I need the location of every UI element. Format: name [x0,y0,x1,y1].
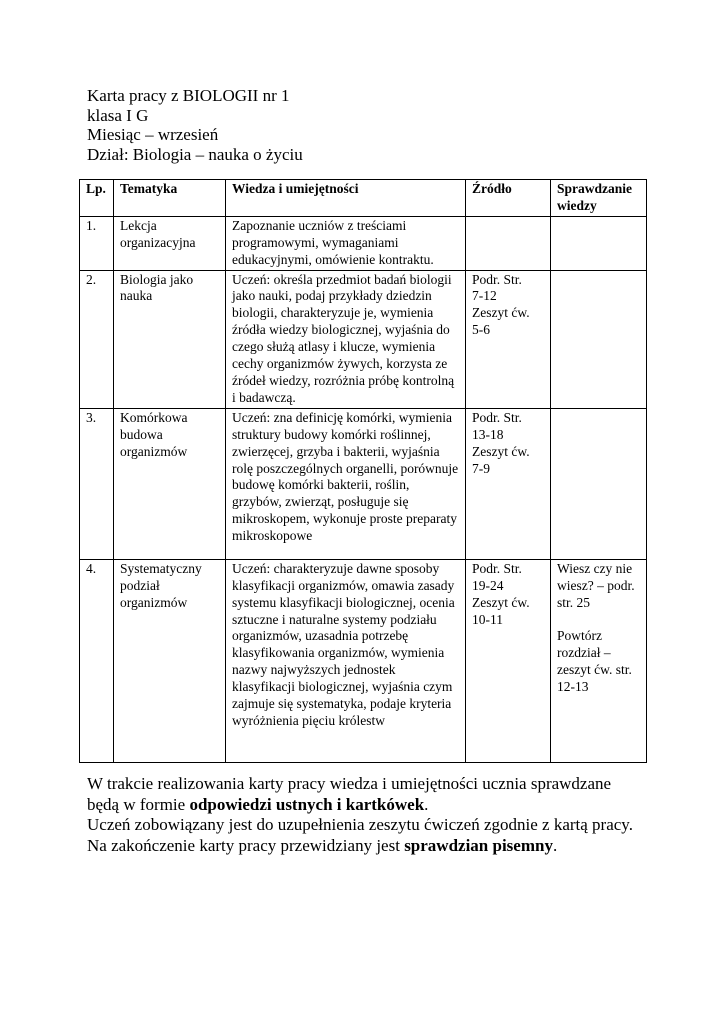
cell-sprawdzanie [551,216,647,270]
cell-lp: 4. [80,559,114,762]
table-row [80,270,647,408]
table-header-row [80,180,647,217]
final-test: sprawdzian pisemny [404,835,553,855]
assessment-text: W trakcie realizowania karty pracy wiedza i umiejętności ucznia sprawdzane będą w formie [87,774,612,814]
cell-lp: 1. [80,216,114,270]
cell-tematyka: Systematyczny podział organizmów [114,559,226,762]
assessment-paragraph [87,774,647,815]
cell-lp: 3. [80,408,114,559]
cell-wiedza: Uczeń: określa przedmiot badań biologii jako nauki, podaj przykłady dziedzin biologii, charakteryzuje je, wymienia źródła wiedzy biologicznej, wyjaśnia do czego służą atlasy i klucze, wymienia cechy organizmów żywych, korzysta ze źródeł wiedzy, rozróżnia próbę kontrolną i badawczą. [226,270,466,408]
cell-zrodlo: Podr. Str. 7-12 Zeszyt ćw. 5-6 [466,270,551,408]
assessment-note [87,774,647,856]
table-row [80,408,647,559]
cell-tematyka: Biologia jako nauka [114,270,226,408]
table-row [80,559,647,762]
table-row [80,216,647,270]
assessment-method: odpowiedzi ustnych i kartkówek [189,794,425,814]
cell-lp: 2. [80,270,114,408]
cell-zrodlo [466,216,551,270]
cell-zrodlo: Podr. Str. 13-18 Zeszyt ćw. 7-9 [466,408,551,559]
cell-sprawdzanie [551,408,647,559]
cell-tematyka: Komórkowa budowa organizmów [114,408,226,559]
header-lp: Lp. [80,180,114,217]
workbook-end: . [552,835,558,855]
cell-wiedza: Uczeń: zna definicję komórki, wymienia struktury budowy komórki roślinnej, zwierzęcej, grzyba i bakterii, wyjaśnia rolę poszczególnych organelli, porównuje budowę komórki bakterii, roślin, grzybów, zwierząt, posługuje się mikroskopem, wykonuje proste preparaty mikroskopowe [226,408,466,559]
cell-tematyka: Lekcja organizacyjna [114,216,226,270]
worksheet-title: Karta pracy z BIOLOGII nr 1 [87,86,290,105]
month-label: Miesiąc – wrzesień [87,125,219,144]
cell-wiedza: Uczeń: charakteryzuje dawne sposoby klasyfikacji organizmów, omawia zasady systemu klasyfikacji biologicznej, ocenia sztuczne i naturalne systemy podziału organizmów, uzasadnia potrzebę klasyfikowania organizmów, wymienia nazwy najwyższych jednostek klasyfikacji biologicznej, wyjaśnia czym zajmuje się systematyka, podaje kryteria wyróżnienia pięciu królestw [226,559,466,762]
cell-sprawdzanie [551,270,647,408]
document-header [87,86,303,164]
assessment-end: . [424,794,429,814]
header-tematyka: Tematyka [114,180,226,217]
cell-sprawdzanie: Wiesz czy nie wiesz? – podr. str. 25 Powtórz rozdział – zeszyt ćw. str. 12-13 [551,559,647,762]
lesson-plan-table [79,179,647,763]
cell-wiedza: Zapoznanie uczniów z treściami programowymi, wymaganiami edukacyjnymi, omówienie kontraktu. [226,216,466,270]
class-label: klasa I G [87,105,149,125]
header-sprawdzanie: Sprawdzanie wiedzy [551,180,647,217]
workbook-text: Uczeń zobowiązany jest do uzupełnienia zeszytu ćwiczeń zgodnie z kartą pracy. Na zakończenie karty pracy przewidziany jest [87,815,633,855]
cell-zrodlo: Podr. Str. 19-24 Zeszyt ćw. 10-11 [466,559,551,762]
header-wiedza: Wiedza i umiejętności [226,180,466,217]
section-label: Dział: Biologia – nauka o życiu [87,144,303,164]
header-zrodlo: Źródło [466,180,551,217]
workbook-paragraph [87,815,647,856]
